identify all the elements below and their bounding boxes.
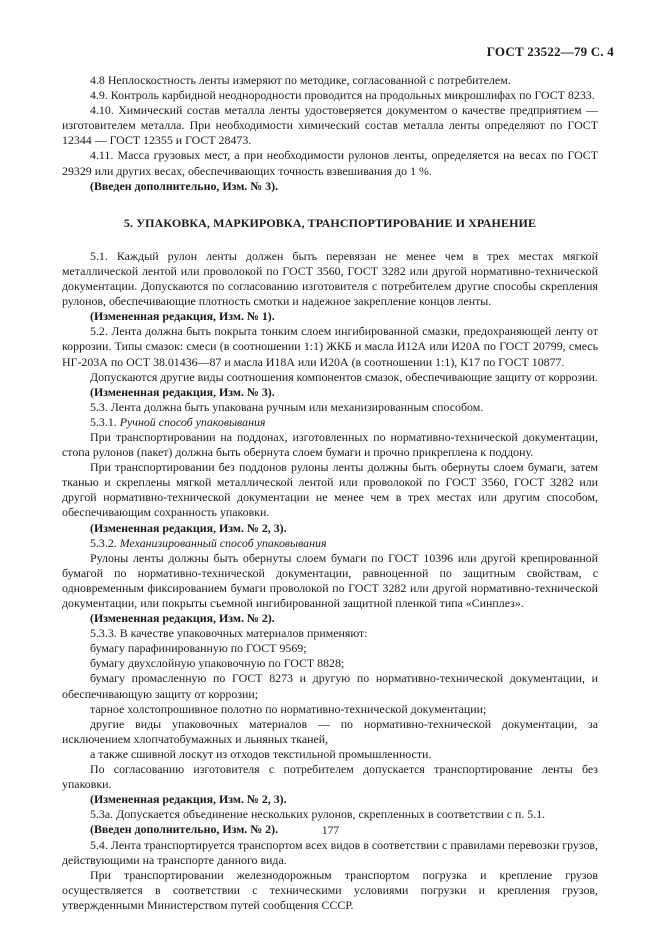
paragraph [62,536,598,551]
paragraph: тарное холстопрошивное полотно по нормативно-технической документации; [90,701,487,716]
clause-heading: Ручной способ упаковывания [119,414,266,429]
page-header: ГОСТ 23522—79 С. 4 [486,44,614,59]
paragraph: 4.11. Масса грузовых мест, а при необходимости рулонов ленты, определяется на весах по ГОСТ 29329 или других весах, обеспечивающих точность взвешивания до 1 %. [62,148,598,178]
paragraph: 4.8 Неплоскостность ленты измеряют по методике, согласованной с потребителем. [90,73,511,87]
paragraph: 5.4. Лента транспортируется транспортом всех видов в соответствии с правилами перевозки грузов, действующими на транспорте данного вида. [62,837,598,867]
paragraph [62,415,598,430]
amendment-note: (Измененная редакция, Изм. № 1). [90,309,275,324]
paragraph: При транспортировании железнодорожным транспортом погрузка и крепление грузов осуществляется в соответствии с техническими условиями погрузки и крепления грузов, утвержденными Министерством путей сообщения СССР. [62,867,598,912]
document-body [62,73,598,913]
paragraph: При транспортировании на поддонах, изготовленных по нормативно-технической документации, стопа рулонов (пакет) должна быть обернута слоем бумаги и прочно прикреплена к поддону. [62,429,598,460]
paragraph: другие виды упаковочных материалов — по нормативно-технической документации, за исключением хлопчатобумажных и льняных тканей, [62,716,598,746]
clause-heading: Механизированный способ упаковывания [119,535,327,550]
paragraph: 5.1. Каждый рулон ленты должен быть перевязан не менее чем в трех местах мягкой металлической лентой или проволокой по ГОСТ 3560, ГОСТ 3282 или другой нормативно-технической документации. Допускаются по согласованию изготовителя с потребителем другие способы скрепления рулонов, обеспечивающие плотность смотки и надежное закрепление концов ленты. [62,248,598,309]
clause-number: 5.3.2. [90,535,120,550]
paragraph: 4.10. Химический состав металла ленты удостоверяется документом о качестве предприятием — изготовителем металла. При необходимости химический состав металла ленты определяют по ГОСТ 12344 — ГОСТ 12355 и ГОСТ 28473. [62,103,598,148]
paragraph: 5.3а. Допускается объединение нескольких рулонов, скрепленных в соответствии с п. 5.1. [90,807,546,822]
amendment-note: (Измененная редакция, Изм. № 2, 3). [90,792,287,807]
paragraph: бумагу двухслойную упаковочную по ГОСТ 8828; [90,656,345,671]
amendment-note: (Измененная редакция, Изм. № 2, 3). [90,520,287,535]
paragraph: Допускаются другие виды соотношения компонентов смазок, обеспечивающие защиту от коррозии. [90,369,598,384]
amendment-note: (Введен дополнительно, Изм. № 3). [90,178,279,193]
paragraph: 5.3.3. В качестве упаковочных материалов применяют: [90,626,368,641]
paragraph: По согласованию изготовителя с потребителем допускается транспортирование ленты без упаковки. [62,762,598,792]
amendment-note: (Измененная редакция, Изм. № 2). [90,611,275,626]
paragraph: Рулоны ленты должны быть обернуты слоем бумаги по ГОСТ 10396 или другой крепированной бумагой по нормативно-технической документации, равноценной по защитным свойствам, с одновременным фиксированием бумаги проволокой по ГОСТ 3282 или другой нормативно-технической документации, или покрыты съемной ингибированной защитной пленкой типа «Синплез». [62,550,598,610]
clause-number: 5.3.1. [90,414,120,429]
paragraph: 4.9. Контроль карбидной неоднородности проводится на продольных микрошлифах по ГОСТ 8233. [90,88,595,103]
paragraph: бумагу парафинированную по ГОСТ 9569; [90,641,307,656]
page-number: 177 [321,825,340,837]
paragraph: бумагу промасленную по ГОСТ 8273 и другую по нормативно-технической документации, и обеспечивающую защиту от коррозии; [62,671,598,701]
amendment-note: (Измененная редакция, Изм. № 3). [90,384,275,399]
paragraph: а также сшивной лоскут из отходов текстильной промышленности. [90,746,432,761]
amendment-note: (Введен дополнительно, Изм. № 2). [90,822,279,837]
paragraph: 5.2. Лента должна быть покрыта тонким слоем ингибированной смазки, предохраняющей ленту от коррозии. Типы смазок: смеси (в соотношении 1:1) ЖКБ и масла И12А или И20А по ГОСТ 20799, смесь НГ-203А по ОСТ 38.01436—87 и масла И18А или И20А (в соотношении 1:1), К17 по ГОСТ 10877. [62,324,598,369]
paragraph: 5.3. Лента должна быть упакована ручным или механизированным способом. [90,399,484,414]
paragraph: При транспортировании без поддонов рулоны ленты должны быть обернуты слоем бумаги, затем тканью и скреплены мягкой металлической лентой или проволокой по ГОСТ 3560, ГОСТ 3282 или другой нормативно-технической документации не менее чем в трех местах или другим способом, обеспечивающим сохранность упаковки. [62,460,598,520]
section-title: 5. УПАКОВКА, МАРКИРОВКА, ТРАНСПОРТИРОВАНИЕ И ХРАНЕНИЕ [123,215,537,230]
